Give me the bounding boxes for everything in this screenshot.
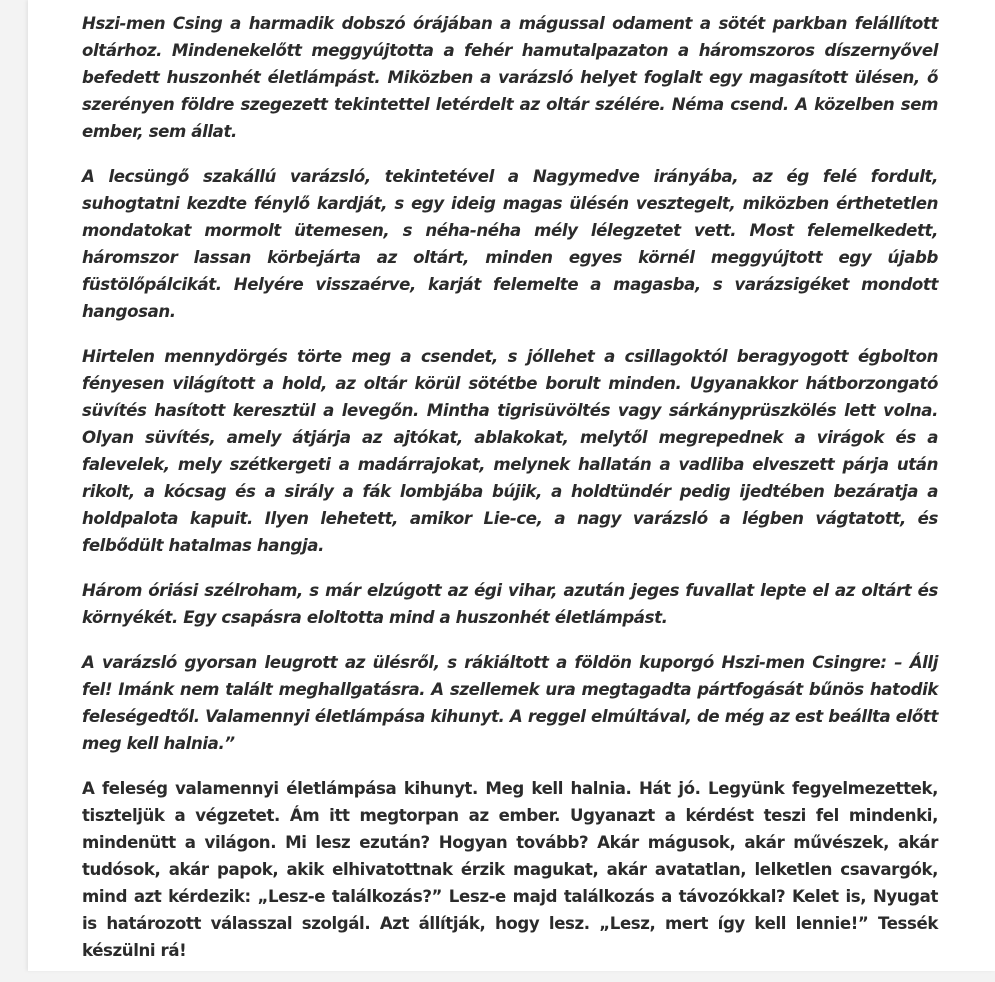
page (28, 0, 995, 971)
paragraph-3: Hirtelen mennydörgés törte meg a csendet, s jóllehet a csillagoktól beragyogott égbolton fényesen világított a hold, az oltár körül sötétbe borult minden. Ugyanakkor hátborzongató süvítés hasított keresztül a levegőn. Mintha tigrisüvöltés vagy sárkányprüszkölés lett volna. Olyan süvítés, amely átjárja az ajtókat, ablakokat, melytől megrepednek a virágok és a falevelek, mely szétkergeti a madárrajokat, melynek hallatán a vadliba elveszett párja után rikolt, a kócsag és a sirály a fák lombjába bújik, a holdtündér pedig ijedtében bezáratja a holdpalota kapuit. Ilyen lehetett, amikor Lie-ce, a nagy varázsló a légben vágtatott, és felbődült hatalmas hangja. (82, 347, 938, 555)
paragraph-2: A lecsüngő szakállú varázsló, tekintetével a Nagymedve irányába, az ég felé fordult, suhogtatni kezdte fénylő kardját, s egy ideig magas ülésén vesztegelt, miközben érthetetlen mondatokat mormolt ütemesen, s néha-néha mély lélegzetet vett. Most felemelkedett, háromszor lassan körbejárta az oltárt, minden egyes körnél meggyújtott egy újabb füstölőpálcikát. Helyére visszaérve, karját felemelte a magasba, s varázsigéket mondott hangosan. (82, 167, 938, 321)
article-body (82, 10, 938, 982)
paragraph-4: Három óriási szélroham, s már elzúgott az égi vihar, azután jeges fuvallat lepte el az oltárt és környékét. Egy csapásra eloltotta mind a huszonhét életlámpást. (82, 581, 938, 627)
paragraph-1: Hszi-men Csing a harmadik dobszó órájában a mágussal odament a sötét parkban felállított oltárhoz. Mindenekelőtt meggyújtotta a fehér hamutalpazaton a háromszoros díszernyővel befedett huszonhét életlámpást. Miközben a varázsló helyet foglalt egy magasított ülésen, ő szerényen földre szegezett tekintettel letérdelt az oltár szélére. Néma csend. A közelben sem ember, sem állat. (82, 14, 938, 141)
paragraph-6: A feleség valamennyi életlámpása kihunyt. Meg kell halnia. Hát jó. Legyünk fegyelmezettek, tiszteljük a végzetet. Ám itt megtorpan az ember. Ugyanazt a kérdést teszi fel mindenki, mindenütt a világon. Mi lesz ezután? Hogyan tovább? Akár mágusok, akár művészek, akár tudósok, akár papok, akik elhivatottnak érzik magukat, akár avatatlan, lelketlen csavargók, mind azt kérdezik: „Lesz-e találkozás?” Lesz-e majd találkozás a távozókkal? Kelet is, Nyugat is határozott válasszal szolgál. Azt állítják, hogy lesz. „Lesz, mert így kell lennie!” Tessék készülni rá! (82, 779, 938, 960)
paragraph-5: A varázsló gyorsan leugrott az ülésről, s rákiáltott a földön kuporgó Hszi-men Csingre: – Állj fel! Imánk nem talált meghallgatásra. A szellemek ura megtagadta pártfogását bűnös hatodik feleségedtől. Valamennyi életlámpása kihunyt. A reggel elmúltával, de még az est beállta előtt meg kell halnia.” (82, 653, 938, 753)
